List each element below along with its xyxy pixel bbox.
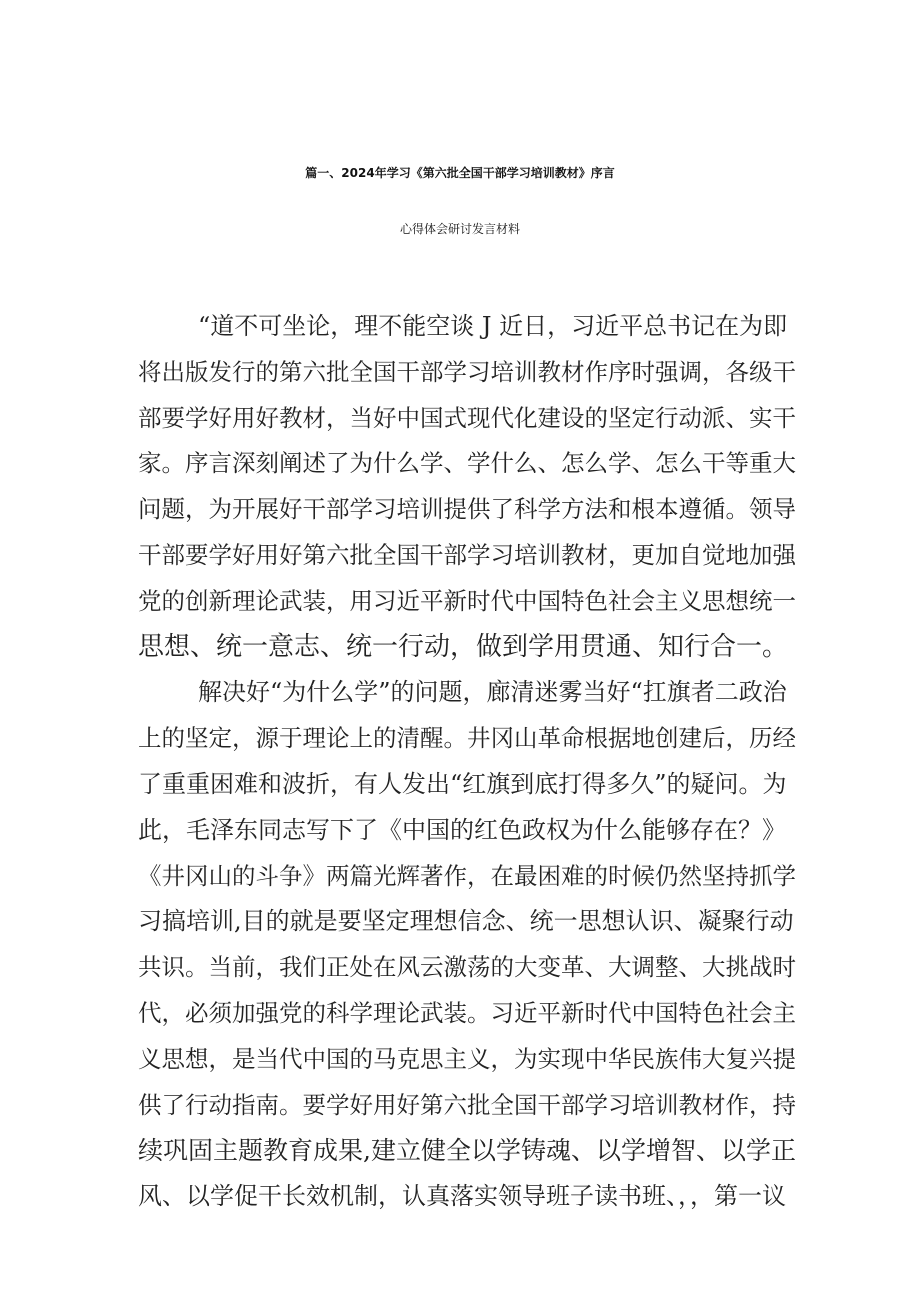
document-title-line-1: 篇一、2024年学习《第六批全国干部学习培训教材》序言 bbox=[305, 166, 615, 180]
text-line: “道不可坐论，理不能空谈 J 近日，习近平总书记在为即 bbox=[198, 312, 788, 340]
text-line: 义思想，是当代中国的马克思主义，为实现中华民族伟大复兴提 bbox=[138, 1044, 796, 1073]
text-line: 供了行动指南。要学好用好第六批全国干部学习培训教材作，持 bbox=[138, 1090, 796, 1119]
text-line: 问题，为开展好干部学习培训提供了科学方法和根本遵循。领导 bbox=[138, 495, 796, 524]
text-line: 共识。当前，我们正处在风云激荡的大变革、大调整、大挑战时 bbox=[138, 953, 796, 982]
text-line: 党的创新理论武装，用习近平新时代中国特色社会主义思想统一 bbox=[138, 586, 796, 615]
text-line: 将出版发行的第六批全国干部学习培训教材作序时强调，各级干 bbox=[138, 357, 796, 386]
text-line: 此，毛泽东同志写下了《中国的红色政权为什么能够存在？》 bbox=[138, 815, 786, 844]
text-line: 干部要学好用好第六批全国干部学习培训教材，更加自觉地加强 bbox=[138, 540, 796, 569]
text-line: 部要学好用好教材，当好中国式现代化建设的坚定行动派、实干 bbox=[138, 403, 796, 432]
text-line: 风、以学促干长效机制，认真落实领导班子读书班、，，第一议 bbox=[138, 1182, 786, 1211]
text-line: 《井冈山的斗争》两篇光辉著作，在最困难的时候仍然坚持抓学 bbox=[138, 861, 796, 890]
document-title-line-2: 心得体会研讨发言材料 bbox=[399, 222, 520, 236]
text-line: 了重重困难和波折，有人发出“红旗到底打得多久”的疑问。为 bbox=[138, 769, 787, 798]
text-line: 思想、统一意志、统一行动，做到学用贯通、知行合一。 bbox=[138, 631, 789, 662]
document-body bbox=[138, 304, 798, 1220]
text-line: 家。序言深刻阐述了为什么学、学什么、怎么学、怎么干等重大 bbox=[138, 449, 796, 478]
text-line: 续巩固主题教育成果,建立健全以学铸魂、以学增智、以学正 bbox=[138, 1136, 796, 1166]
text-line: 上的坚定，源于理论上的清醒。井冈山革命根据地创建后，历经 bbox=[138, 724, 796, 753]
text-line: 解决好“为什么学”的问题，廊清迷雾当好“扛旗者二政治 bbox=[198, 678, 787, 707]
text-line: 代，必须加强党的科学理论武装。习近平新时代中国特色社会主 bbox=[138, 998, 796, 1027]
text-line: 习搞培训,目的就是要坚定理想信念、统一思想认识、凝聚行动 bbox=[138, 907, 794, 936]
